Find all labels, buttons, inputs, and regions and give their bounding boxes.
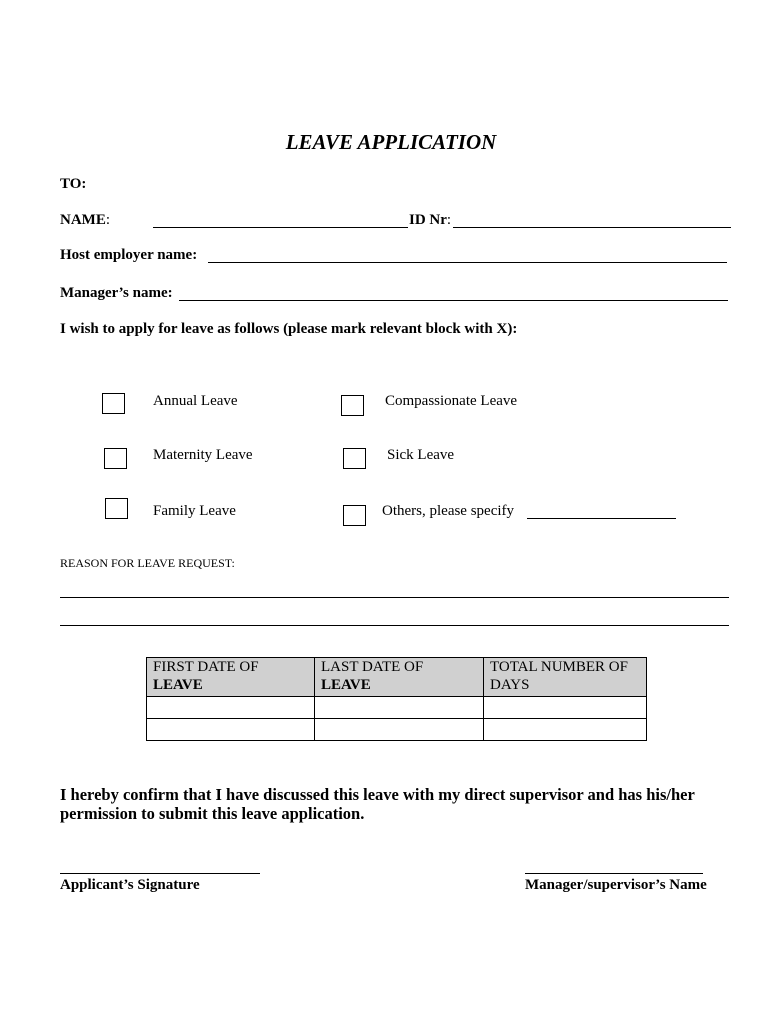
first-date-header: FIRST DATE OF LEAVE <box>147 658 315 697</box>
host-employer-label: Host employer name: <box>60 247 198 263</box>
manager-name-signature-label: Manager/supervisor’s Name <box>525 877 707 893</box>
maternity-leave-label: Maternity Leave <box>153 447 253 463</box>
first-date-cell[interactable] <box>147 697 315 719</box>
form-title: LEAVE APPLICATION <box>285 130 497 154</box>
others-leave-label: Others, please specify <box>382 503 515 519</box>
manager-name-input-line[interactable] <box>179 300 728 301</box>
total-days-cell[interactable] <box>484 719 647 741</box>
name-label: NAME: <box>60 212 110 228</box>
last-date-cell[interactable] <box>315 719 484 741</box>
manager-name-signature-line[interactable] <box>525 873 703 874</box>
reason-label: REASON FOR LEAVE REQUEST: <box>60 556 235 570</box>
others-leave-checkbox[interactable] <box>343 505 366 526</box>
reason-input-line-1[interactable] <box>60 597 729 598</box>
last-date-header: LAST DATE OF LEAVE <box>315 658 484 697</box>
sick-leave-checkbox[interactable] <box>343 448 366 469</box>
manager-name-label: Manager’s name: <box>60 285 173 301</box>
sick-leave-label: Sick Leave <box>387 447 455 463</box>
leave-dates-table <box>146 657 647 741</box>
total-days-header: TOTAL NUMBER OF DAYS <box>484 658 647 697</box>
to-label: TO: <box>60 176 87 192</box>
maternity-leave-checkbox[interactable] <box>104 448 127 469</box>
table-row <box>147 719 647 741</box>
annual-leave-label: Annual Leave <box>153 393 238 409</box>
id-nr-input-line[interactable] <box>453 227 731 228</box>
family-leave-checkbox[interactable] <box>105 498 128 519</box>
name-input-line[interactable] <box>153 227 408 228</box>
id-nr-label: ID Nr: <box>409 212 452 228</box>
annual-leave-checkbox[interactable] <box>102 393 125 414</box>
compassionate-leave-checkbox[interactable] <box>341 395 364 416</box>
leave-instruction: I wish to apply for leave as follows (please mark relevant block with X): <box>60 321 518 337</box>
first-date-cell[interactable] <box>147 719 315 741</box>
applicant-signature-line[interactable] <box>60 873 260 874</box>
total-days-cell[interactable] <box>484 697 647 719</box>
applicant-signature-label: Applicant’s Signature <box>60 877 200 893</box>
compassionate-leave-label: Compassionate Leave <box>385 393 518 409</box>
last-date-cell[interactable] <box>315 697 484 719</box>
reason-input-line-2[interactable] <box>60 625 729 626</box>
host-employer-input-line[interactable] <box>208 262 727 263</box>
others-specify-input-line[interactable] <box>527 518 676 519</box>
table-row <box>147 697 647 719</box>
family-leave-label: Family Leave <box>153 503 236 519</box>
confirmation-statement: I hereby confirm that I have discussed this leave with my direct supervisor and has his/her permission to submit this leave application. <box>60 785 695 823</box>
